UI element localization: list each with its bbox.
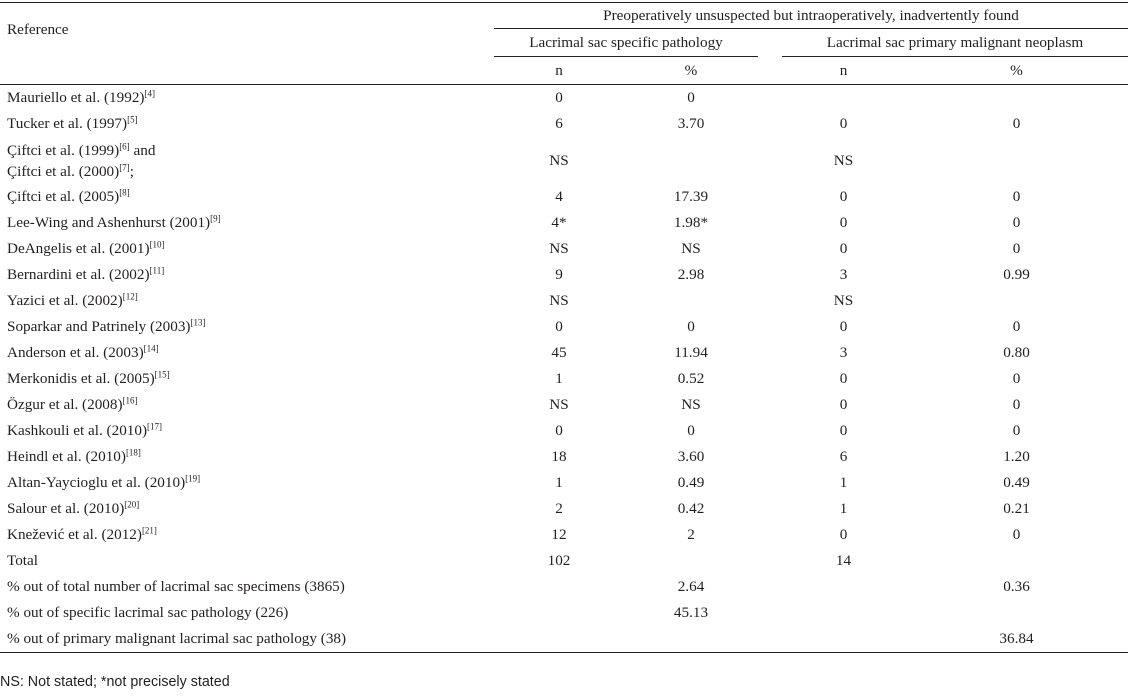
specific-pct-cell: 0.52	[677, 370, 705, 387]
total-row	[0, 548, 1128, 574]
malignant-pct-cell	[905, 137, 1128, 184]
summary-row	[0, 574, 1128, 600]
specific-n-cell: 18	[551, 448, 567, 465]
citation: [11]	[149, 265, 165, 276]
malignant-pct-cell: 0	[1012, 526, 1021, 543]
reference-header: Reference	[0, 3, 494, 57]
malignant-pct-cell	[905, 600, 1128, 626]
reference-cell: Heindl et al. (2010)[18]	[7, 447, 141, 465]
citation: [5]	[127, 114, 138, 125]
reference-cell: Kashkouli et al. (2010)[17]	[7, 421, 163, 439]
malignant-n-cell: 0	[839, 422, 848, 439]
lacrimal-sac-pathology-table	[0, 2, 1128, 653]
malignant-n-cell: 0	[839, 526, 848, 543]
citation: [8]	[119, 187, 130, 198]
specific-n-cell	[494, 574, 624, 600]
unit-pct-specific: %	[624, 57, 758, 85]
citation: [14]	[143, 343, 159, 354]
malignant-n-cell	[782, 626, 905, 653]
specific-pct-cell: 2.64	[677, 578, 705, 595]
group-header: Preoperatively unsuspected but intraoperatively, inadvertently found	[494, 3, 1128, 29]
specific-n-cell: 6	[555, 115, 563, 132]
specific-n-cell: NS	[549, 240, 569, 257]
reference-cell: % out of total number of lacrimal sac specimens (3865)	[7, 578, 345, 595]
malignant-n-cell: 0	[839, 115, 848, 132]
reference-cell: Soparkar and Patrinely (2003)[13]	[7, 317, 206, 335]
specific-pct-cell	[624, 548, 758, 574]
table-row	[0, 236, 1128, 262]
malignant-n-cell: 1	[839, 474, 848, 491]
specific-n-cell: 4*	[551, 214, 567, 231]
malignant-pct-cell: 0.49	[1003, 474, 1030, 491]
table-row	[0, 314, 1128, 340]
reference-cell: Mauriello et al. (1992)[4]	[7, 88, 155, 106]
malignant-pct-cell: 0.36	[1003, 578, 1030, 595]
citation: [18]	[125, 447, 141, 458]
specific-n-cell: 102	[547, 552, 571, 569]
malignant-pct-cell: 0.21	[1003, 500, 1030, 517]
malignant-pct-cell: 0.80	[1003, 344, 1030, 361]
table-row	[0, 392, 1128, 418]
specific-pct-cell: NS	[681, 396, 701, 413]
unit-n-specific: n	[494, 57, 624, 85]
malignant-pct-cell: 0.99	[1003, 266, 1030, 283]
malignant-pct-cell: 36.84	[905, 626, 1128, 653]
table-row	[0, 262, 1128, 288]
malignant-n-cell: 0	[839, 370, 848, 387]
citation: [7]	[119, 162, 130, 173]
specific-pct-cell: 2.98	[677, 266, 705, 283]
specific-n-cell: 0	[555, 422, 563, 439]
citation: [15]	[154, 369, 170, 380]
malignant-n-cell	[782, 600, 905, 626]
citation: [19]	[185, 473, 201, 484]
reference-cell: Merkonidis et al. (2005)[15]	[7, 369, 170, 387]
table-footnote: NS: Not stated; *not precisely stated	[0, 674, 230, 690]
specific-n-cell: 1	[555, 474, 563, 491]
malignant-n-cell: 0	[839, 188, 848, 205]
malignant-pct-cell: 0	[1012, 214, 1021, 231]
subgroup-malignant-header: Lacrimal sac primary malignant neoplasm	[782, 29, 1128, 57]
reference-cell: DeAngelis et al. (2001)[10]	[7, 239, 165, 257]
malignant-pct-cell: 0	[1012, 188, 1021, 205]
malignant-pct-cell: 0	[1012, 115, 1021, 132]
malignant-pct-cell: 1.20	[1003, 448, 1030, 465]
citation: [20]	[124, 499, 140, 510]
specific-n-cell	[494, 626, 624, 653]
specific-pct-cell: 0.49	[677, 474, 705, 491]
specific-n-cell: 12	[551, 526, 567, 543]
table-row	[0, 418, 1128, 444]
reference-cell: Çiftci et al. (2005)[8]	[7, 187, 130, 205]
summary-row	[0, 600, 1128, 626]
malignant-n-cell: NS	[833, 292, 854, 309]
specific-n-cell: NS	[549, 292, 569, 309]
malignant-pct-cell	[905, 85, 1128, 112]
reference-cell: % out of primary malignant lacrimal sac pathology (38)	[0, 626, 494, 653]
reference-cell: Knežević et al. (2012)[21]	[7, 525, 157, 543]
malignant-pct-cell	[905, 548, 1128, 574]
reference-cell: Özgur et al. (2008)[16]	[7, 395, 138, 413]
malignant-n-cell: 0	[839, 240, 848, 257]
malignant-n-cell: 1	[839, 500, 848, 517]
subgroup-specific-header: Lacrimal sac specific pathology	[494, 29, 758, 57]
specific-pct-cell: 2	[687, 526, 695, 543]
malignant-n-cell: 0	[839, 214, 848, 231]
specific-n-cell: NS	[549, 151, 569, 169]
table-row	[0, 288, 1128, 314]
table-row	[0, 137, 1128, 184]
specific-pct-cell: 1.98*	[673, 214, 709, 231]
specific-pct-cell: 0	[687, 422, 695, 439]
malignant-pct-cell: 0	[1012, 396, 1021, 413]
citation: [21]	[141, 525, 157, 536]
specific-pct-cell: 0	[687, 89, 695, 106]
specific-n-cell: 0	[555, 89, 563, 106]
specific-pct-cell: 0	[687, 318, 695, 335]
malignant-n-cell: 14	[835, 552, 852, 569]
reference-cell: Yazici et al. (2002)[12]	[7, 291, 138, 309]
citation: [13]	[190, 317, 206, 328]
table-row	[0, 470, 1128, 496]
table-row	[0, 366, 1128, 392]
table-row	[0, 111, 1128, 137]
specific-pct-cell	[624, 137, 758, 184]
malignant-n-cell: 6	[839, 448, 848, 465]
citation: [12]	[122, 291, 138, 302]
malignant-n-cell: 0	[839, 318, 848, 335]
table-row	[0, 444, 1128, 470]
table-row	[0, 210, 1128, 236]
reference-cell: Tucker et al. (1997)[5]	[7, 114, 138, 132]
malignant-pct-cell	[905, 288, 1128, 314]
subgroup-gap	[758, 29, 782, 57]
reference-cell: Bernardini et al. (2002)[11]	[7, 265, 165, 283]
malignant-n-cell	[782, 574, 905, 600]
specific-pct-cell: 3.70	[677, 115, 705, 132]
summary-row	[0, 626, 1128, 653]
malignant-n-cell: 3	[839, 344, 848, 361]
unit-n-malignant: n	[782, 57, 905, 85]
specific-n-cell: 4	[555, 188, 563, 205]
reference-cell: Lee-Wing and Ashenhurst (2001)[9]	[7, 213, 221, 231]
reference-cell: Altan-Yaycioglu et al. (2010)[19]	[7, 473, 201, 491]
malignant-pct-cell: 0	[1012, 318, 1021, 335]
reference-cell: Anderson et al. (2003)[14]	[7, 343, 159, 361]
specific-n-cell: 2	[555, 500, 563, 517]
header-row-group	[0, 3, 1128, 29]
specific-pct-cell	[624, 626, 758, 653]
table-row	[0, 496, 1128, 522]
unit-pct-malignant: %	[905, 57, 1128, 85]
specific-pct-cell: 45.13	[673, 604, 709, 621]
specific-n-cell: 0	[555, 318, 563, 335]
malignant-n-cell: 0	[839, 396, 848, 413]
specific-pct-cell: 0.42	[677, 500, 705, 517]
specific-n-cell: NS	[549, 396, 569, 413]
specific-pct-cell: NS	[681, 240, 701, 257]
specific-pct-cell	[624, 288, 758, 314]
citation: [9]	[210, 213, 221, 224]
malignant-n-cell: 3	[839, 266, 848, 283]
specific-pct-cell: 17.39	[673, 188, 709, 205]
malignant-pct-cell: 0	[1012, 370, 1021, 387]
citation: [17]	[147, 421, 163, 432]
specific-n-cell: 9	[555, 266, 563, 283]
specific-pct-cell: 11.94	[674, 344, 708, 361]
malignant-pct-cell: 0	[1012, 240, 1021, 257]
reference-cell: Total	[7, 552, 38, 569]
reference-cell: % out of specific lacrimal sac pathology (226)	[7, 604, 289, 621]
units-spacer	[0, 57, 494, 85]
malignant-n-cell: NS	[833, 151, 854, 169]
citation: [4]	[144, 88, 155, 99]
reference-cell: Çiftci et al. (1999)[6] and Çiftci et al. (2000)[7];	[7, 141, 156, 180]
table-row	[0, 340, 1128, 366]
malignant-n-cell	[782, 85, 905, 112]
table-row	[0, 522, 1128, 548]
citation: [16]	[122, 395, 138, 406]
specific-pct-cell: 3.60	[677, 448, 705, 465]
citation: [10]	[149, 239, 165, 250]
specific-n-cell	[494, 600, 624, 626]
table-row	[0, 85, 1128, 112]
specific-n-cell: 1	[555, 370, 563, 387]
reference-cell: Salour et al. (2010)[20]	[7, 499, 140, 517]
citation: [6]	[119, 141, 130, 152]
table-row	[0, 184, 1128, 210]
malignant-pct-cell: 0	[1012, 422, 1021, 439]
specific-n-cell: 45	[551, 344, 567, 361]
header-row-units	[0, 57, 1128, 85]
